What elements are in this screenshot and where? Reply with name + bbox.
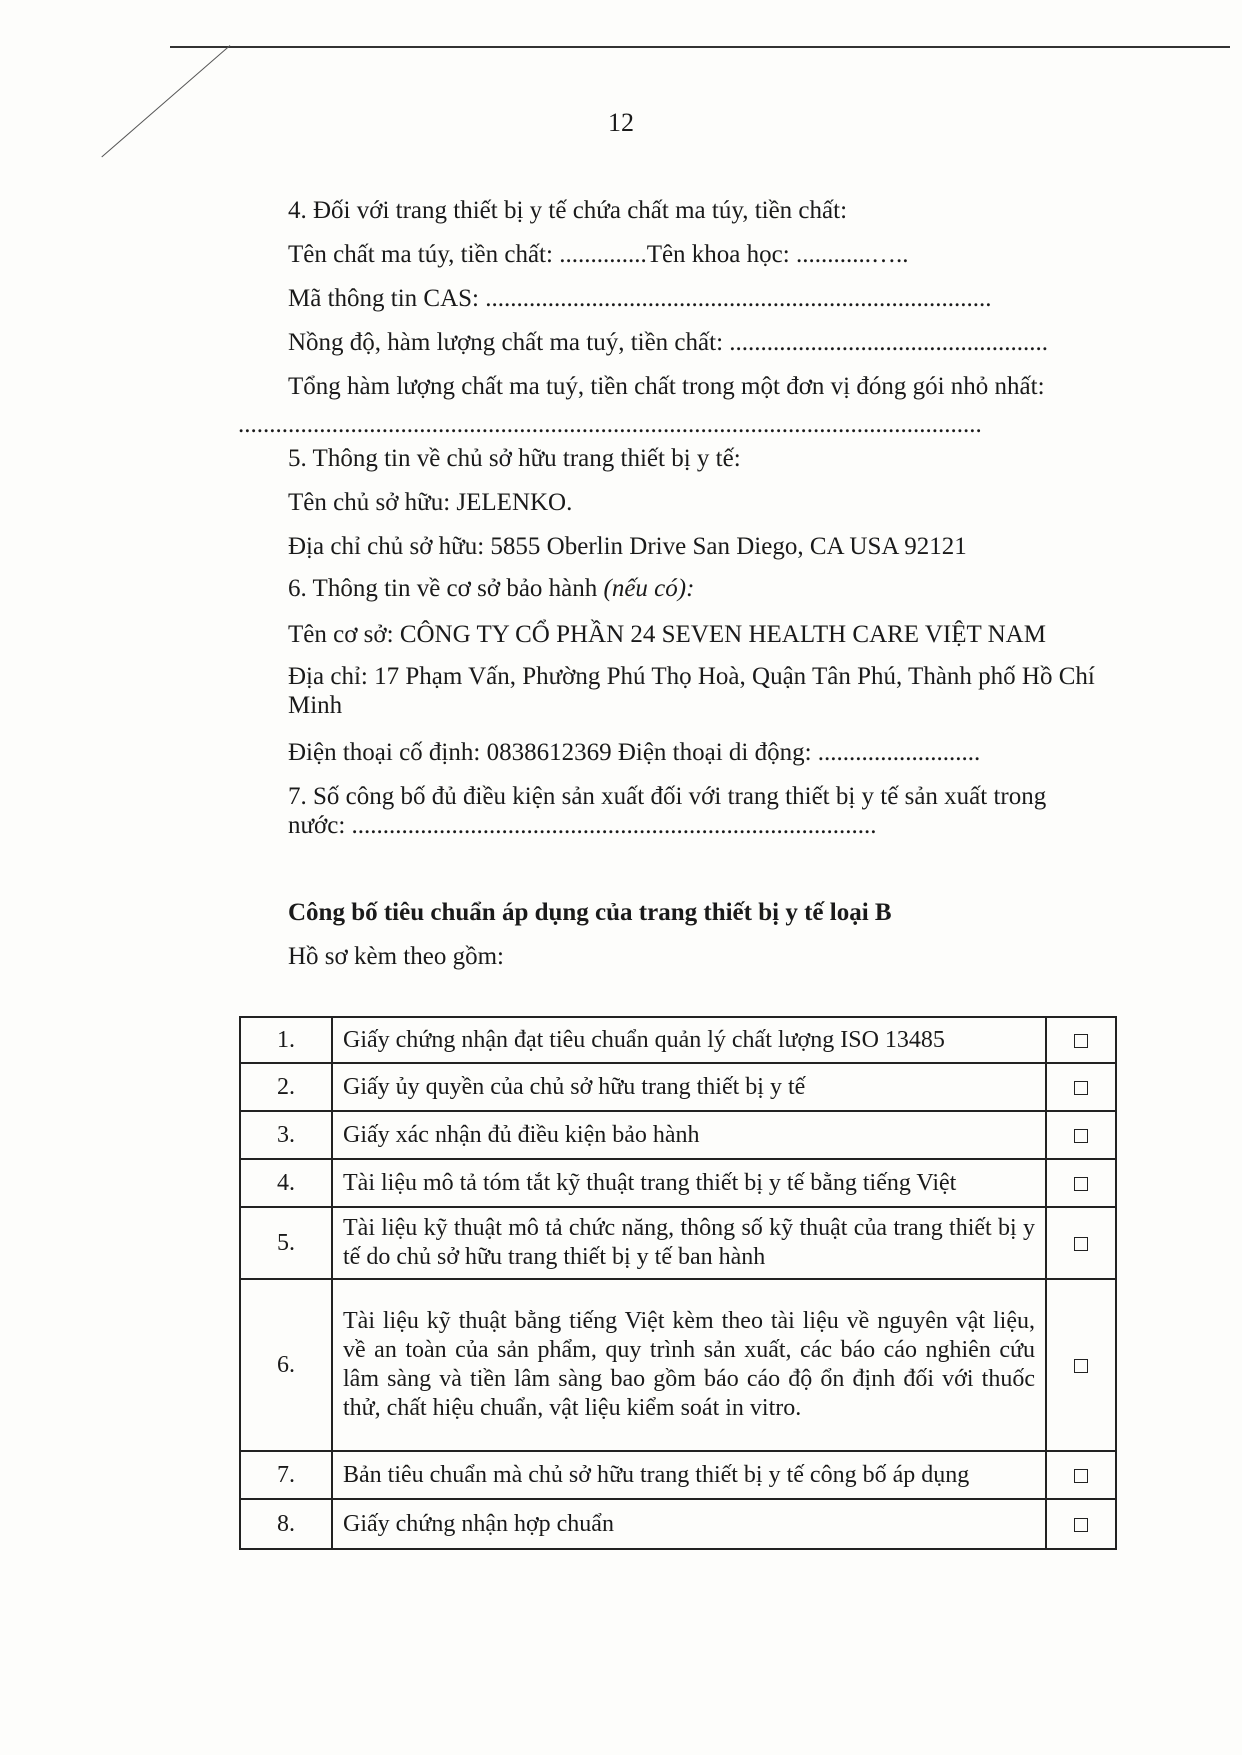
checkbox[interactable]: [1074, 1237, 1088, 1251]
row-number: 8.: [240, 1499, 332, 1549]
checkbox[interactable]: [1074, 1034, 1088, 1048]
row-checkbox-cell[interactable]: [1046, 1279, 1116, 1451]
section-6-heading-note: (nếu có):: [603, 575, 695, 602]
warranty-facility-phone: Điện thoại cố định: 0838612369 Điện thoại di động: ..........................: [288, 739, 981, 766]
row-checkbox-cell[interactable]: [1046, 1017, 1116, 1063]
table-row: [240, 1451, 1116, 1499]
row-number: 4.: [240, 1159, 332, 1207]
total-content-line: Tổng hàm lượng chất ma tuý, tiền chất trong một đơn vị đóng gói nhỏ nhất:: [288, 373, 1045, 400]
row-checkbox-cell[interactable]: [1046, 1207, 1116, 1279]
row-description: Giấy chứng nhận hợp chuẩn: [332, 1499, 1046, 1549]
row-checkbox-cell[interactable]: [1046, 1111, 1116, 1159]
row-number: 6.: [240, 1279, 332, 1451]
checkbox[interactable]: [1074, 1129, 1088, 1143]
section-5-heading: 5. Thông tin về chủ sở hữu trang thiết bị y tế:: [288, 445, 741, 472]
table-row: [240, 1159, 1116, 1207]
row-checkbox-cell[interactable]: [1046, 1063, 1116, 1111]
table-row: [240, 1017, 1116, 1063]
row-checkbox-cell[interactable]: [1046, 1159, 1116, 1207]
attachments-table: [239, 1016, 1117, 1550]
row-description: Giấy chứng nhận đạt tiêu chuẩn quản lý chất lượng ISO 13485: [332, 1017, 1046, 1063]
row-checkbox-cell[interactable]: [1046, 1451, 1116, 1499]
checkbox[interactable]: [1074, 1177, 1088, 1191]
table-row: [240, 1279, 1116, 1451]
narcotic-name-line: Tên chất ma túy, tiền chất: ..............Tên khoa học: ............…..: [288, 241, 909, 268]
row-number: 5.: [240, 1207, 332, 1279]
table-row: [240, 1063, 1116, 1111]
owner-name: Tên chủ sở hữu: JELENKO.: [288, 489, 573, 516]
page-top-edge: [170, 46, 1230, 48]
page-folded-corner: [101, 45, 230, 157]
row-description: Tài liệu mô tả tóm tắt kỹ thuật trang thiết bị y tế bằng tiếng Việt: [332, 1159, 1046, 1207]
row-checkbox-cell[interactable]: [1046, 1499, 1116, 1549]
attachments-intro: Hồ sơ kèm theo gồm:: [288, 943, 504, 970]
row-number: 1.: [240, 1017, 332, 1063]
table-row: [240, 1207, 1116, 1279]
total-content-dots: .......................................................................................................................: [238, 411, 982, 438]
row-number: 3.: [240, 1111, 332, 1159]
row-description: Bản tiêu chuẩn mà chủ sở hữu trang thiết bị y tế công bố áp dụng: [332, 1451, 1046, 1499]
section-7-text: 7. Số công bố đủ điều kiện sản xuất đối với trang thiết bị y tế sản xuất trong nước: ....................................................................................: [288, 783, 1047, 839]
warranty-facility-name: Tên cơ sở: CÔNG TY CỔ PHẦN 24 SEVEN HEALTH CARE VIỆT NAM: [288, 621, 1046, 648]
table-row: [240, 1111, 1116, 1159]
cas-code-line: Mã thông tin CAS: .................................................................................: [288, 285, 992, 312]
row-description: Tài liệu kỹ thuật mô tả chức năng, thông số kỹ thuật của trang thiết bị y tế do chủ sở hữu trang thiết bị y tế ban hành: [332, 1207, 1046, 1279]
checkbox[interactable]: [1074, 1518, 1088, 1532]
section-6-heading-text: 6. Thông tin về cơ sở bảo hành: [288, 575, 598, 602]
row-description: Giấy xác nhận đủ điều kiện bảo hành: [332, 1111, 1046, 1159]
table-row: [240, 1499, 1116, 1549]
owner-address: Địa chỉ chủ sở hữu: 5855 Oberlin Drive San Diego, CA USA 92121: [288, 533, 967, 560]
row-number: 7.: [240, 1451, 332, 1499]
row-number: 2.: [240, 1063, 332, 1111]
checkbox[interactable]: [1074, 1081, 1088, 1095]
section-4-heading: 4. Đối với trang thiết bị y tế chứa chất ma túy, tiền chất:: [288, 197, 848, 224]
row-description: Tài liệu kỹ thuật bằng tiếng Việt kèm theo tài liệu về nguyên vật liệu, về an toàn của sản phẩm, quy trình sản xuất, các báo cáo nghiên cứu lâm sàng và tiền lâm sàng bao gồm báo cáo độ ổn định đối với thuốc thử, chất hiệu chuẩn, vật liệu kiểm soát in vitro.: [332, 1279, 1046, 1451]
page-number: 12: [608, 108, 634, 137]
section-6-heading: [288, 574, 694, 604]
checkbox[interactable]: [1074, 1359, 1088, 1373]
row-description: Giấy ủy quyền của chủ sở hữu trang thiết bị y tế: [332, 1063, 1046, 1111]
concentration-line: Nồng độ, hàm lượng chất ma tuý, tiền chất: ...................................................: [288, 329, 1049, 356]
warranty-facility-address: Địa chỉ: 17 Phạm Vấn, Phường Phú Thọ Hoà, Quận Tân Phú, Thành phố Hồ Chí Minh: [288, 663, 1095, 719]
checkbox[interactable]: [1074, 1469, 1088, 1483]
standards-title: Công bố tiêu chuẩn áp dụng của trang thiết bị y tế loại B: [288, 899, 892, 926]
